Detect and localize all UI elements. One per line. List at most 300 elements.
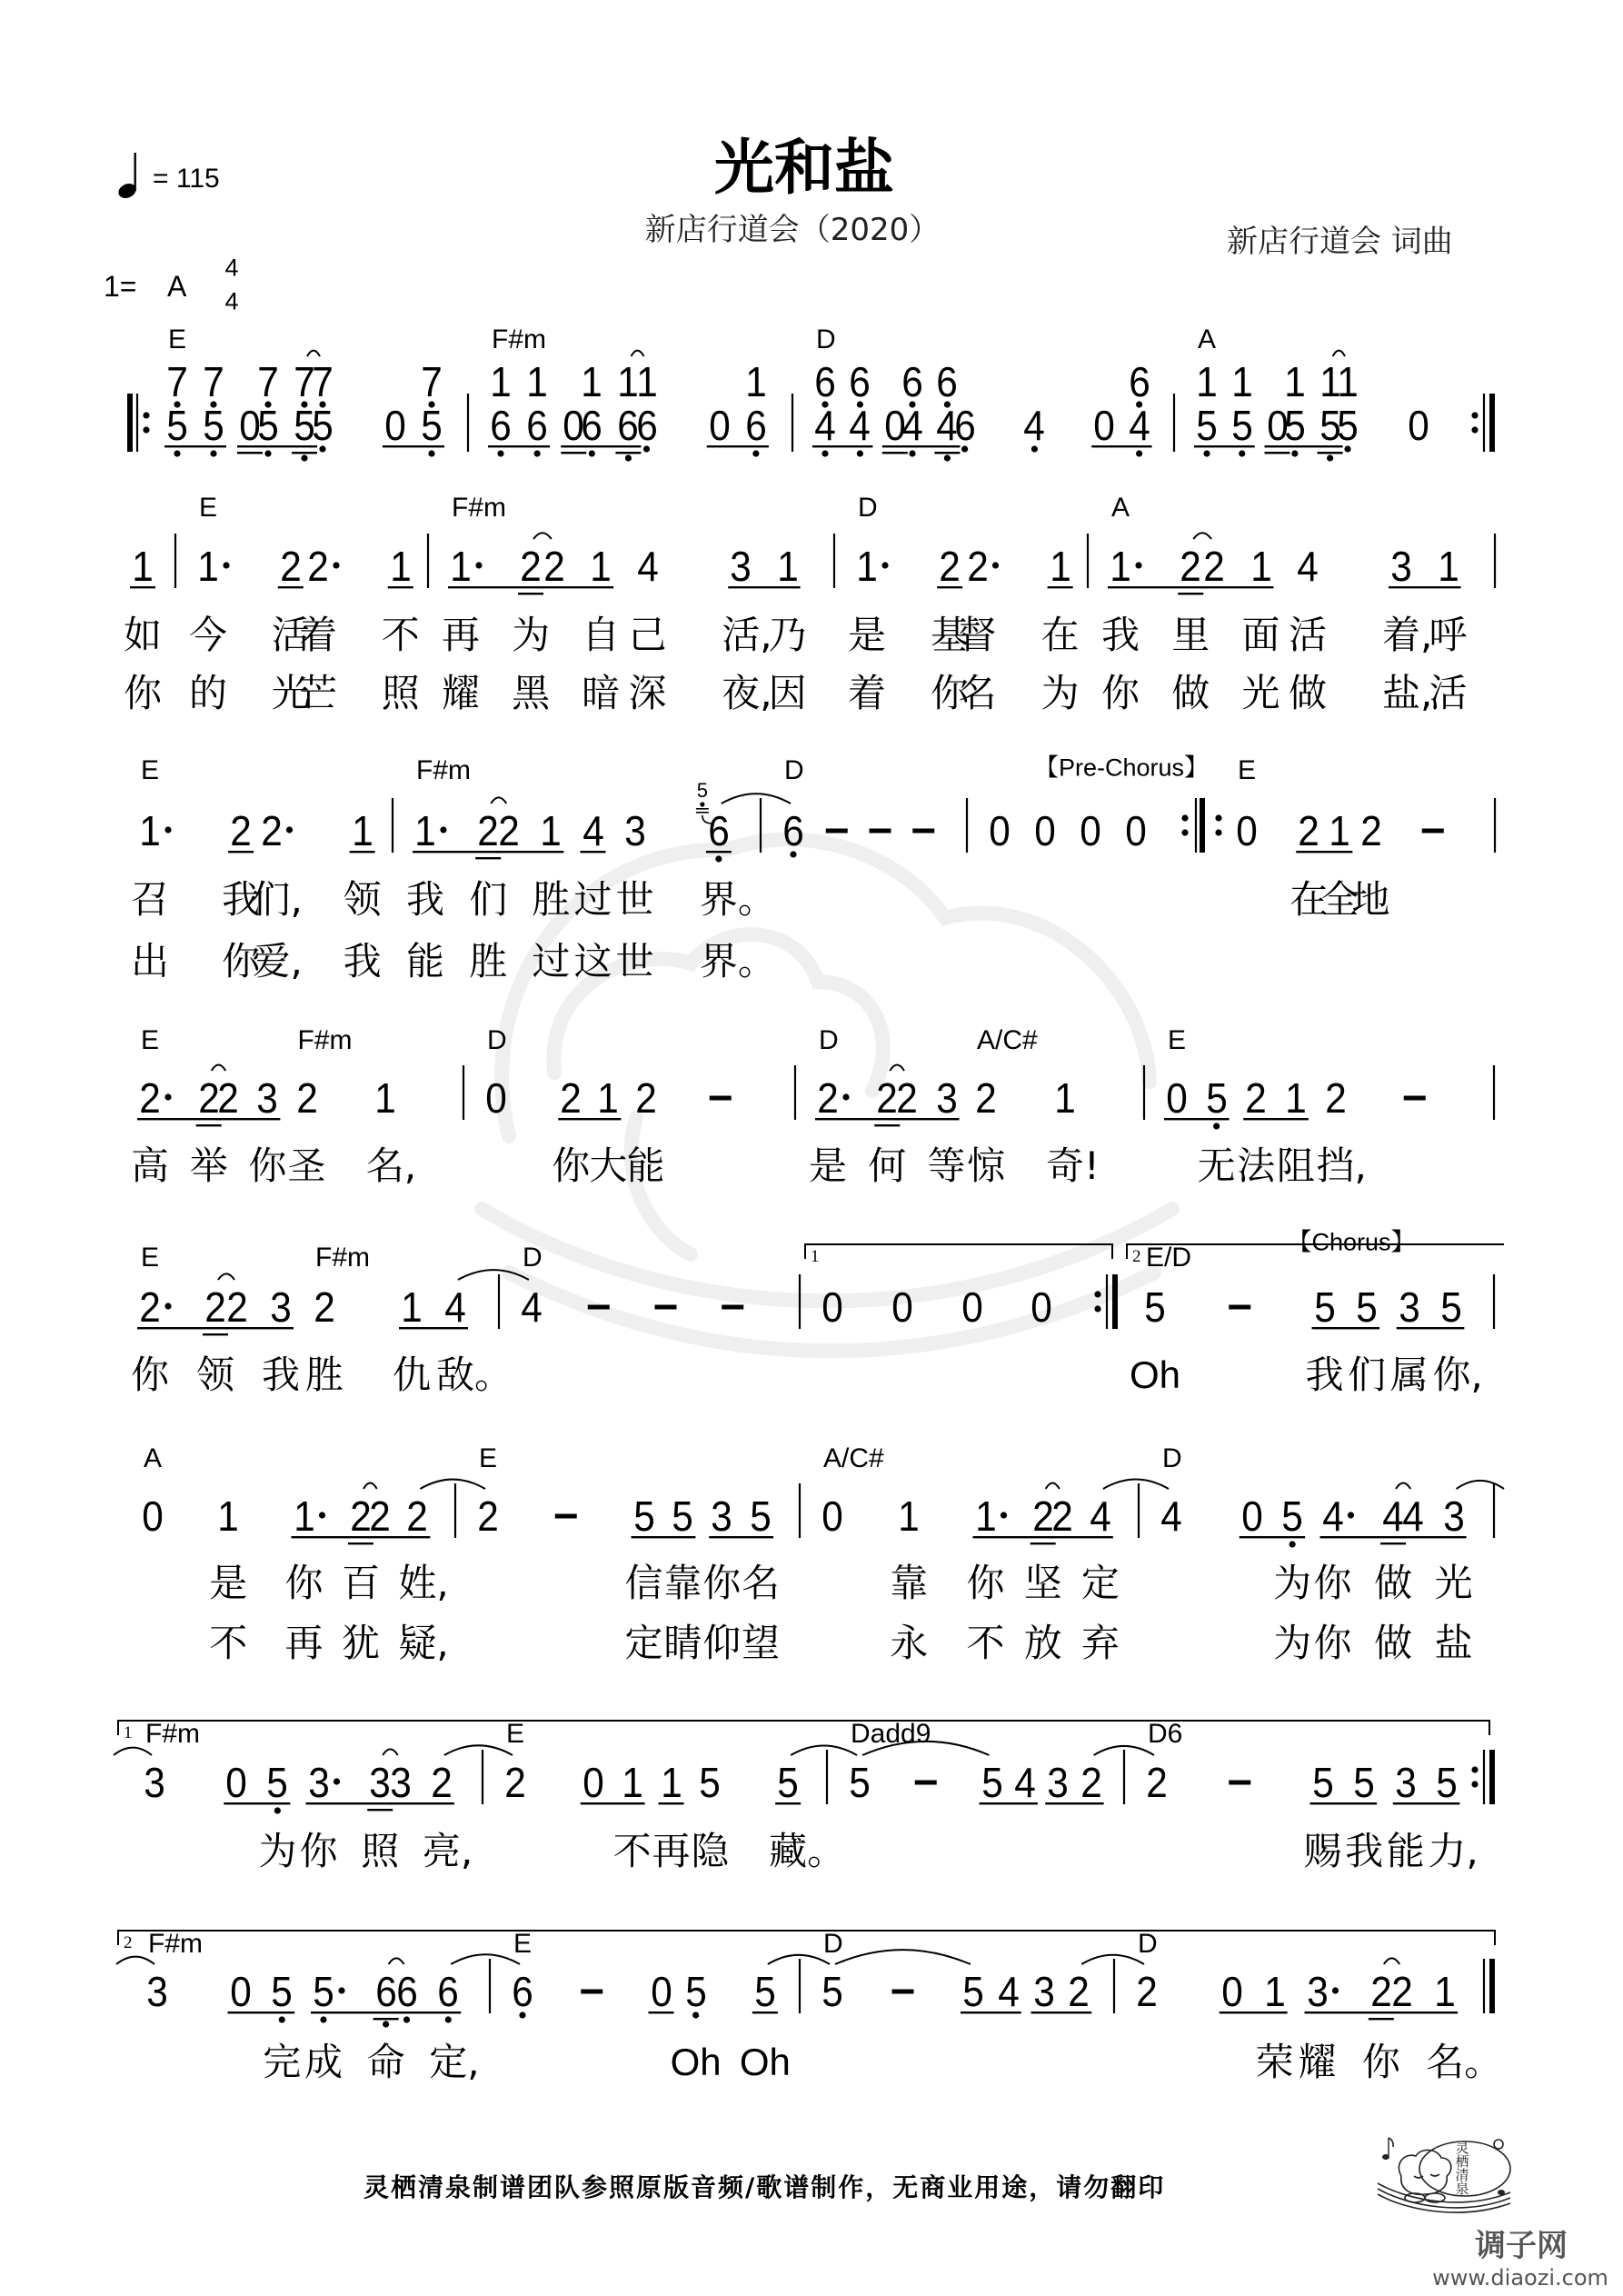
note: 5 — [271, 1968, 294, 2015]
lyric-syllable: 等 — [927, 1143, 966, 1188]
lyric-syllable: 全 — [1320, 877, 1359, 922]
lyric-syllable: 无 — [1197, 1143, 1236, 1188]
upper-voice-note: 1 — [635, 358, 658, 405]
note: 1 — [293, 1492, 315, 1540]
note: 1 — [139, 807, 161, 854]
rest: 0 — [225, 1759, 248, 1806]
note: 1 — [373, 1074, 396, 1122]
chord-symbol: D — [819, 1025, 839, 1055]
lyric-syllable: 睛 — [663, 1621, 702, 1665]
rest: 0 — [1031, 1283, 1053, 1331]
lyric-syllable: 爱, — [252, 939, 303, 983]
upper-voice-note: 6 — [936, 358, 959, 405]
lyric-syllable: 是 — [848, 613, 887, 657]
note: 5 — [266, 1759, 289, 1806]
note: 1 — [621, 1759, 643, 1806]
note: 4 — [1023, 402, 1046, 449]
lyric-syllable: 你 — [248, 1143, 287, 1188]
note: 4 — [1014, 1759, 1036, 1806]
volta-number: 1 — [811, 1247, 820, 1266]
note: 5 — [750, 1492, 772, 1540]
note: 2 — [406, 1492, 429, 1540]
note: 2 — [368, 1492, 391, 1540]
note: 2 — [1180, 543, 1202, 590]
rest: 0 — [1166, 1074, 1188, 1122]
note: 4 — [582, 807, 604, 854]
note: 3 — [144, 1759, 165, 1806]
lyric-syllable: 你 — [1361, 2040, 1400, 2084]
note: 5 — [1205, 1074, 1228, 1122]
volta-number: 2 — [1132, 1247, 1141, 1266]
note: 5 — [1144, 1283, 1166, 1331]
chord-symbol: A/C# — [823, 1443, 884, 1473]
lyric-syllable: 名 — [958, 671, 997, 715]
tempo-marking: = 115 — [153, 164, 220, 194]
note: 2 — [350, 1492, 372, 1540]
note: 2 — [1050, 1492, 1073, 1540]
chord-symbol: D — [823, 1929, 843, 1959]
lyric-syllable: 你 — [124, 671, 163, 715]
note: 5 — [699, 1759, 722, 1806]
lyric-syllable: 我 — [343, 939, 382, 983]
rest: 0 — [1266, 402, 1289, 449]
rest: 0 — [485, 1074, 507, 1122]
lyric-syllable: 们 — [1348, 1353, 1387, 1397]
note: 2 — [1080, 1759, 1102, 1806]
lyric-syllable: 夜, — [722, 671, 772, 715]
chord-symbol: D — [523, 1243, 543, 1273]
rest: 0 — [142, 1492, 164, 1540]
note: 2 — [197, 1074, 220, 1122]
note: 1 — [1049, 543, 1071, 590]
upper-voice-note: 1 — [526, 358, 548, 405]
upper-voice-note: 6 — [1128, 358, 1150, 405]
lyric-syllable: 因 — [768, 671, 807, 715]
upper-voice-note: 6 — [901, 358, 923, 405]
lyric-syllable: 为 — [512, 613, 551, 657]
note: 5 — [294, 402, 315, 449]
upper-voice-note: 1 — [1284, 358, 1306, 405]
transcription-credit: 灵栖清泉制谱团队参照原版音频/歌谱制作，无商业用途，请勿翻印 — [363, 2172, 1166, 2202]
song-subtitle: 新店行道会（2020） — [644, 212, 941, 248]
note: 3 — [369, 1759, 391, 1806]
lyric-syllable: 耀 — [1298, 2040, 1337, 2084]
lyric-syllable: 不 — [612, 1829, 652, 1873]
note: 5 — [421, 402, 443, 449]
rest: 0 — [961, 1283, 983, 1331]
note: 2 — [139, 1074, 161, 1122]
key-label: 1= — [104, 270, 137, 303]
lyric-syllable: 法 — [1237, 1143, 1276, 1188]
note: 1 — [414, 807, 436, 854]
note: 2 — [477, 807, 499, 854]
note: 1 — [1434, 1968, 1456, 2015]
lyric-syllable: 己 — [628, 613, 667, 657]
lyric-syllable: 亮, — [422, 1829, 473, 1873]
section-label: 【Pre-Chorus】 — [1033, 754, 1210, 782]
lyric-syllable: 活 — [1429, 671, 1468, 715]
note: 5 — [962, 1968, 984, 2015]
song-title: 光和盐 — [714, 133, 894, 203]
lyric-syllable: Oh — [670, 2041, 722, 2083]
note: 4 — [636, 543, 659, 590]
note: 3 — [1032, 1968, 1055, 2015]
note: 2 — [295, 1074, 318, 1122]
lyric-syllable: 奇! — [1046, 1143, 1100, 1188]
upper-voice-note: 1 — [581, 358, 603, 405]
upper-voice-note: 7 — [421, 358, 443, 405]
lyric-syllable: 隐 — [691, 1829, 730, 1873]
rest: 0 — [708, 402, 731, 449]
upper-voice-note: 1 — [1319, 358, 1341, 405]
note: 5 — [257, 402, 279, 449]
lyric-syllable: 能 — [1386, 1829, 1425, 1873]
lyric-syllable: 大 — [589, 1143, 628, 1188]
note: 3 — [256, 1074, 279, 1122]
time-signature-bottom: 4 — [224, 287, 239, 315]
note: 2 — [1324, 1074, 1347, 1122]
lyric-syllable: 们 — [469, 877, 508, 922]
lyric-syllable: 今 — [189, 613, 228, 657]
lyric-syllable: 活 — [1289, 613, 1328, 657]
lyric-syllable: 光 — [1434, 1561, 1473, 1605]
note: 5 — [1319, 402, 1341, 449]
chord-symbol: A — [1198, 324, 1217, 354]
lyric-syllable: 界。 — [699, 939, 776, 983]
lyric-syllable: 着 — [299, 613, 338, 657]
lyric-syllable: 你, — [1432, 1353, 1483, 1397]
lyric-syllable: 圣 — [287, 1143, 326, 1188]
lyric-syllable: 赐 — [1303, 1829, 1342, 1873]
note: 5 — [1353, 1759, 1375, 1806]
note: 6 — [708, 807, 730, 854]
note: 2 — [226, 1283, 248, 1331]
lyric-syllable: 领 — [343, 877, 382, 922]
note: 5 — [754, 1968, 776, 2015]
lyric-syllable: 出 — [131, 939, 170, 983]
sheep-logo-icon — [1374, 2129, 1519, 2215]
note: 5 — [981, 1759, 1003, 1806]
note: 5 — [632, 1492, 655, 1540]
note: 2 — [876, 1074, 899, 1122]
lyric-syllable: 你 — [931, 671, 970, 715]
chord-symbol: D — [1138, 1929, 1158, 1959]
chord-symbol: F#m — [148, 1929, 203, 1959]
volta-number: 1 — [124, 1723, 133, 1742]
lyric-syllable: 阻 — [1276, 1143, 1315, 1188]
lyric-syllable: 你 — [1313, 1621, 1352, 1665]
lyric-syllable: 定 — [1080, 1561, 1120, 1605]
lyric-syllable: 不 — [209, 1621, 248, 1665]
rest: 0 — [1093, 402, 1115, 449]
note: 6 — [395, 1968, 418, 2015]
lyric-syllable: 做 — [1374, 1621, 1413, 1665]
upper-voice-note: 7 — [166, 358, 188, 405]
note: 2 — [634, 1074, 657, 1122]
lyric-syllable: 名。 — [1426, 2040, 1503, 2084]
lyric-syllable: 你 — [131, 1353, 170, 1397]
lyric-syllable: 名 — [742, 1561, 781, 1605]
lyric-syllable: 疑, — [398, 1621, 449, 1665]
upper-voice-note: 1 — [490, 358, 512, 405]
lyric-syllable: 黑 — [512, 671, 551, 715]
lyric-syllable: 光 — [271, 671, 310, 715]
note: 1 — [1329, 807, 1351, 854]
lyric-syllable: 你 — [702, 1561, 742, 1605]
note: 1 — [856, 543, 878, 590]
logo-text: 灵栖清泉 — [1453, 2141, 1470, 2195]
note: 5 — [684, 1968, 707, 2015]
note: 2 — [543, 543, 565, 590]
lyric-syllable: 基 — [931, 613, 970, 657]
section-label: 【Chorus】 — [1287, 1228, 1416, 1256]
lyric-syllable: 荣 — [1255, 2040, 1294, 2084]
note: 1 — [197, 543, 219, 590]
note: 4 — [1402, 1492, 1425, 1540]
lyric-syllable: 着 — [848, 671, 887, 715]
lyric-syllable: 的 — [189, 671, 228, 715]
lyric-syllable: 再 — [652, 1829, 691, 1873]
lyric-syllable: 做 — [1289, 671, 1328, 715]
note: 5 — [1196, 402, 1218, 449]
note: 3 — [623, 807, 646, 854]
lyric-syllable: 藏。 — [769, 1829, 846, 1873]
lyric-syllable: 坚 — [1023, 1561, 1062, 1605]
lyric-syllable: 再 — [284, 1621, 324, 1665]
volta-number: 2 — [124, 1933, 133, 1952]
note: 4 — [1297, 543, 1319, 590]
lyric-syllable: 自 — [582, 613, 621, 657]
lyric-syllable: 信 — [624, 1561, 663, 1605]
rest: 0 — [1240, 1492, 1263, 1540]
lyric-syllable: 我 — [406, 877, 445, 922]
chord-symbol: D — [816, 324, 836, 354]
lyric-syllable: 胜 — [469, 939, 508, 983]
note: 4 — [1321, 1492, 1344, 1540]
chord-symbol: E — [1238, 755, 1257, 785]
rest: 0 — [1080, 807, 1101, 854]
note: 5 — [1284, 402, 1306, 449]
note: 1 — [132, 543, 154, 590]
chord-symbol: Dadd9 — [851, 1719, 931, 1749]
lyric-syllable: 地 — [1351, 877, 1390, 922]
chord-symbol: D6 — [1148, 1719, 1183, 1749]
note: 2 — [1298, 807, 1320, 854]
rest: 0 — [1034, 807, 1056, 854]
note: 3 — [1390, 543, 1412, 590]
note: 5 — [312, 402, 334, 449]
lyric-syllable: 着, — [1382, 613, 1433, 657]
lyric-syllable: 召 — [131, 877, 170, 922]
note: 6 — [635, 402, 658, 449]
chord-symbol: E — [141, 755, 160, 785]
note: 4 — [1382, 1492, 1404, 1540]
lyric-syllable: 乃 — [768, 613, 807, 657]
note: 2 — [939, 543, 961, 590]
lyric-syllable: 姓, — [398, 1561, 449, 1605]
note: 5 — [849, 1759, 871, 1806]
note: 5 — [1440, 1283, 1463, 1331]
lyric-syllable: 领 — [196, 1353, 235, 1397]
note: 3 — [146, 1968, 168, 2015]
note: 2 — [1146, 1759, 1168, 1806]
note: 5 — [1313, 1283, 1336, 1331]
lyric-syllable: 活, — [722, 613, 772, 657]
note: 4 — [1090, 1492, 1111, 1540]
note: 5 — [166, 402, 188, 449]
lyric-syllable: 命 — [366, 2040, 405, 2084]
rest: 0 — [821, 1283, 843, 1331]
upper-voice-note: 1 — [1337, 358, 1359, 405]
chord-symbol: F#m — [297, 1025, 353, 1055]
lyric-syllable: 高 — [131, 1143, 170, 1188]
note: 2 — [139, 1283, 161, 1331]
lyric-syllable: 弃 — [1080, 1621, 1120, 1665]
lyric-syllable: 犹 — [341, 1621, 380, 1665]
note: 1 — [1250, 543, 1272, 590]
chord-symbol: D — [1162, 1443, 1182, 1473]
grace-note: 5 — [696, 779, 708, 802]
note: 5 — [777, 1759, 799, 1806]
lyric-syllable: 在 — [1041, 613, 1080, 657]
lyric-syllable: 照 — [361, 1829, 400, 1873]
note: 2 — [520, 543, 542, 590]
note: 3 — [1398, 1283, 1420, 1331]
lyric-syllable: 何 — [868, 1143, 907, 1188]
note: 2 — [431, 1759, 453, 1806]
lyric-syllable: 我 — [262, 1353, 301, 1397]
note: 3 — [1442, 1492, 1465, 1540]
note: 4 — [1160, 1492, 1182, 1540]
lyric-syllable: 能 — [626, 1143, 665, 1188]
lyric-syllable: 为 — [1041, 671, 1080, 715]
lyric-syllable: 督 — [958, 613, 997, 657]
lyric-syllable: 我 — [1305, 1353, 1344, 1397]
note: 4 — [521, 1283, 543, 1331]
note: 2 — [307, 543, 329, 590]
lyric-syllable: 过 — [573, 877, 612, 922]
lyric-syllable: 你 — [1101, 671, 1140, 715]
lyric-syllable: 是 — [809, 1143, 848, 1188]
note: 1 — [1263, 1968, 1286, 2015]
lyric-syllable: 做 — [1374, 1561, 1413, 1605]
note: 4 — [901, 402, 923, 449]
note: 5 — [1311, 1759, 1334, 1806]
upper-voice-note: 7 — [203, 358, 224, 405]
rest: 0 — [229, 1968, 252, 2015]
note: 4 — [1128, 402, 1150, 449]
note: 6 — [581, 402, 603, 449]
chord-symbol: E — [199, 493, 218, 523]
note: 2 — [217, 1074, 240, 1122]
site-url: www.diaozi.com — [1432, 2265, 1608, 2291]
site-name: 调子网 — [1475, 2228, 1568, 2264]
lyric-syllable: 敌。 — [436, 1353, 513, 1397]
lyric-syllable: 仇 — [393, 1353, 432, 1397]
upper-voice-note: 7 — [257, 358, 279, 405]
note: 2 — [1031, 1492, 1054, 1540]
note: 2 — [230, 807, 252, 854]
lyric-syllable: 属 — [1389, 1353, 1429, 1397]
lyric-syllable: 耀 — [442, 671, 481, 715]
note: 5 — [203, 402, 224, 449]
note: 3 — [307, 1759, 330, 1806]
lyric-syllable: 再 — [442, 613, 481, 657]
note: 2 — [975, 1074, 997, 1122]
chord-symbol: F#m — [492, 324, 546, 354]
chord-symbol: D — [487, 1025, 507, 1055]
rest: 0 — [891, 1283, 913, 1331]
rest: 0 — [821, 1492, 843, 1540]
note: 5 — [1436, 1759, 1459, 1806]
note: 1 — [450, 543, 472, 590]
note: 2 — [560, 1074, 582, 1122]
note: 1 — [1054, 1074, 1076, 1122]
lyric-syllable: 我 — [1345, 1829, 1384, 1873]
note: 3 — [1047, 1759, 1070, 1806]
note: 2 — [817, 1074, 839, 1122]
chord-symbol: A — [144, 1443, 163, 1473]
upper-voice-note: 1 — [1230, 358, 1253, 405]
lyric-syllable: 你 — [552, 1143, 591, 1188]
chord-symbol: A/C# — [977, 1025, 1038, 1055]
chord-symbol: F#m — [452, 493, 506, 523]
lyric-syllable: 呼 — [1429, 613, 1468, 657]
rest: 0 — [582, 1759, 604, 1806]
lyric-syllable: 照 — [381, 671, 420, 715]
chord-symbol: F#m — [416, 755, 471, 785]
chord-symbol: E — [513, 1929, 533, 1959]
lyric-syllable: 光 — [1241, 671, 1280, 715]
lyric-syllable: 能 — [406, 939, 445, 983]
note: 2 — [896, 1074, 918, 1122]
note: 1 — [389, 543, 412, 590]
lyric-syllable: 永 — [890, 1621, 929, 1665]
chord-symbol: F#m — [145, 1719, 200, 1749]
rest: 0 — [1236, 807, 1258, 854]
rest: 0 — [1407, 402, 1429, 449]
note: 2 — [1370, 1968, 1392, 2015]
chord-symbol: F#m — [315, 1243, 370, 1273]
note: 2 — [966, 543, 989, 590]
lyric-syllable: 力, — [1428, 1829, 1479, 1873]
upper-voice-note: 1 — [617, 358, 640, 405]
time-signature-top: 4 — [224, 254, 239, 282]
lyric-syllable: 们, — [252, 877, 303, 922]
rest: 0 — [1220, 1968, 1243, 2015]
lyric-syllable: 仰 — [702, 1621, 742, 1665]
note: 2 — [1391, 1968, 1414, 2015]
note: 5 — [1337, 402, 1359, 449]
note: 2 — [314, 1283, 335, 1331]
note: 4 — [444, 1283, 466, 1331]
note: 3 — [270, 1283, 292, 1331]
note: 1 — [217, 1492, 240, 1540]
chord-symbol: E — [1168, 1025, 1187, 1055]
lyric-syllable: 为 — [1273, 1561, 1312, 1605]
rest: 0 — [239, 402, 261, 449]
lyric-syllable: 里 — [1171, 613, 1210, 657]
lyric-syllable: Oh — [739, 2041, 791, 2083]
rest: 0 — [384, 402, 406, 449]
lyric-syllable: 定 — [624, 1621, 663, 1665]
lyric-syllable: 挡, — [1316, 1143, 1367, 1188]
lyric-syllable: 名, — [365, 1143, 417, 1188]
lyric-syllable: 你 — [1313, 1561, 1352, 1605]
note: 6 — [745, 402, 767, 449]
lyric-syllable: Oh — [1129, 1353, 1181, 1396]
note: 4 — [849, 402, 871, 449]
